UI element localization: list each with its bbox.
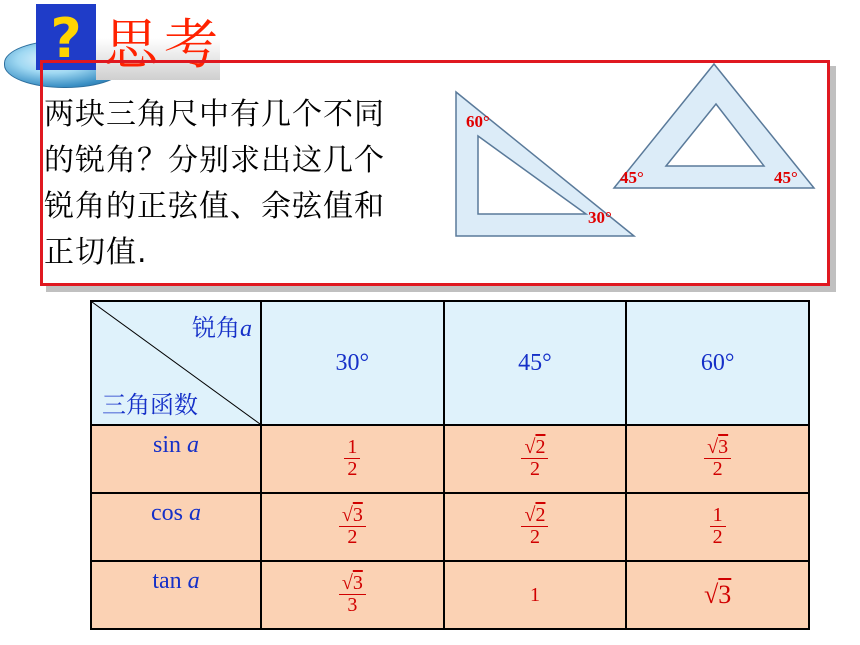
angle-label-45-left: 45°	[620, 168, 644, 187]
value-sin-60: $\frac{√3}{2}$	[626, 425, 809, 493]
value-cos-60: $\frac{1}{2}$	[626, 493, 809, 561]
angle-label-30: 30°	[588, 208, 612, 227]
corner-top-label: 锐角a	[192, 316, 252, 342]
trig-values-table	[90, 300, 810, 630]
func-label-tan: tan a	[91, 561, 261, 629]
angle-label-60: 60°	[466, 112, 490, 131]
question-mark-icon: ?	[36, 4, 96, 70]
angle-header-45: 45°	[444, 301, 627, 425]
corner-cell	[91, 301, 261, 425]
table-row-cos	[91, 493, 809, 561]
value-tan-45: 1	[444, 561, 627, 629]
set-squares-figure	[450, 60, 820, 240]
corner-bottom-label: 三角函数	[102, 393, 198, 419]
value-tan-60: √3	[626, 561, 809, 629]
value-tan-30: $\frac{√3}{3}$	[261, 561, 444, 629]
value-cos-30: $\frac{√3}{2}$	[261, 493, 444, 561]
table-row-tan	[91, 561, 809, 629]
table-row-sin	[91, 425, 809, 493]
table-header-row	[91, 301, 809, 425]
right-triangle-hole	[478, 136, 586, 214]
angle-header-60: 60°	[626, 301, 809, 425]
angle-label-45-right: 45°	[774, 168, 798, 187]
value-cos-45: $\frac{√2}{2}$	[444, 493, 627, 561]
value-sin-45: $\frac{√2}{2}$	[444, 425, 627, 493]
func-label-sin: sin a	[91, 425, 261, 493]
angle-header-30: 30°	[261, 301, 444, 425]
question-text: 两块三角尺中有几个不同的锐角？分别求出这几个锐角的正弦值、余弦值和正切值.	[44, 97, 385, 270]
slide-title: 思考	[104, 13, 224, 76]
func-label-cos: cos a	[91, 493, 261, 561]
value-sin-30: $\frac{1}{2}$	[261, 425, 444, 493]
